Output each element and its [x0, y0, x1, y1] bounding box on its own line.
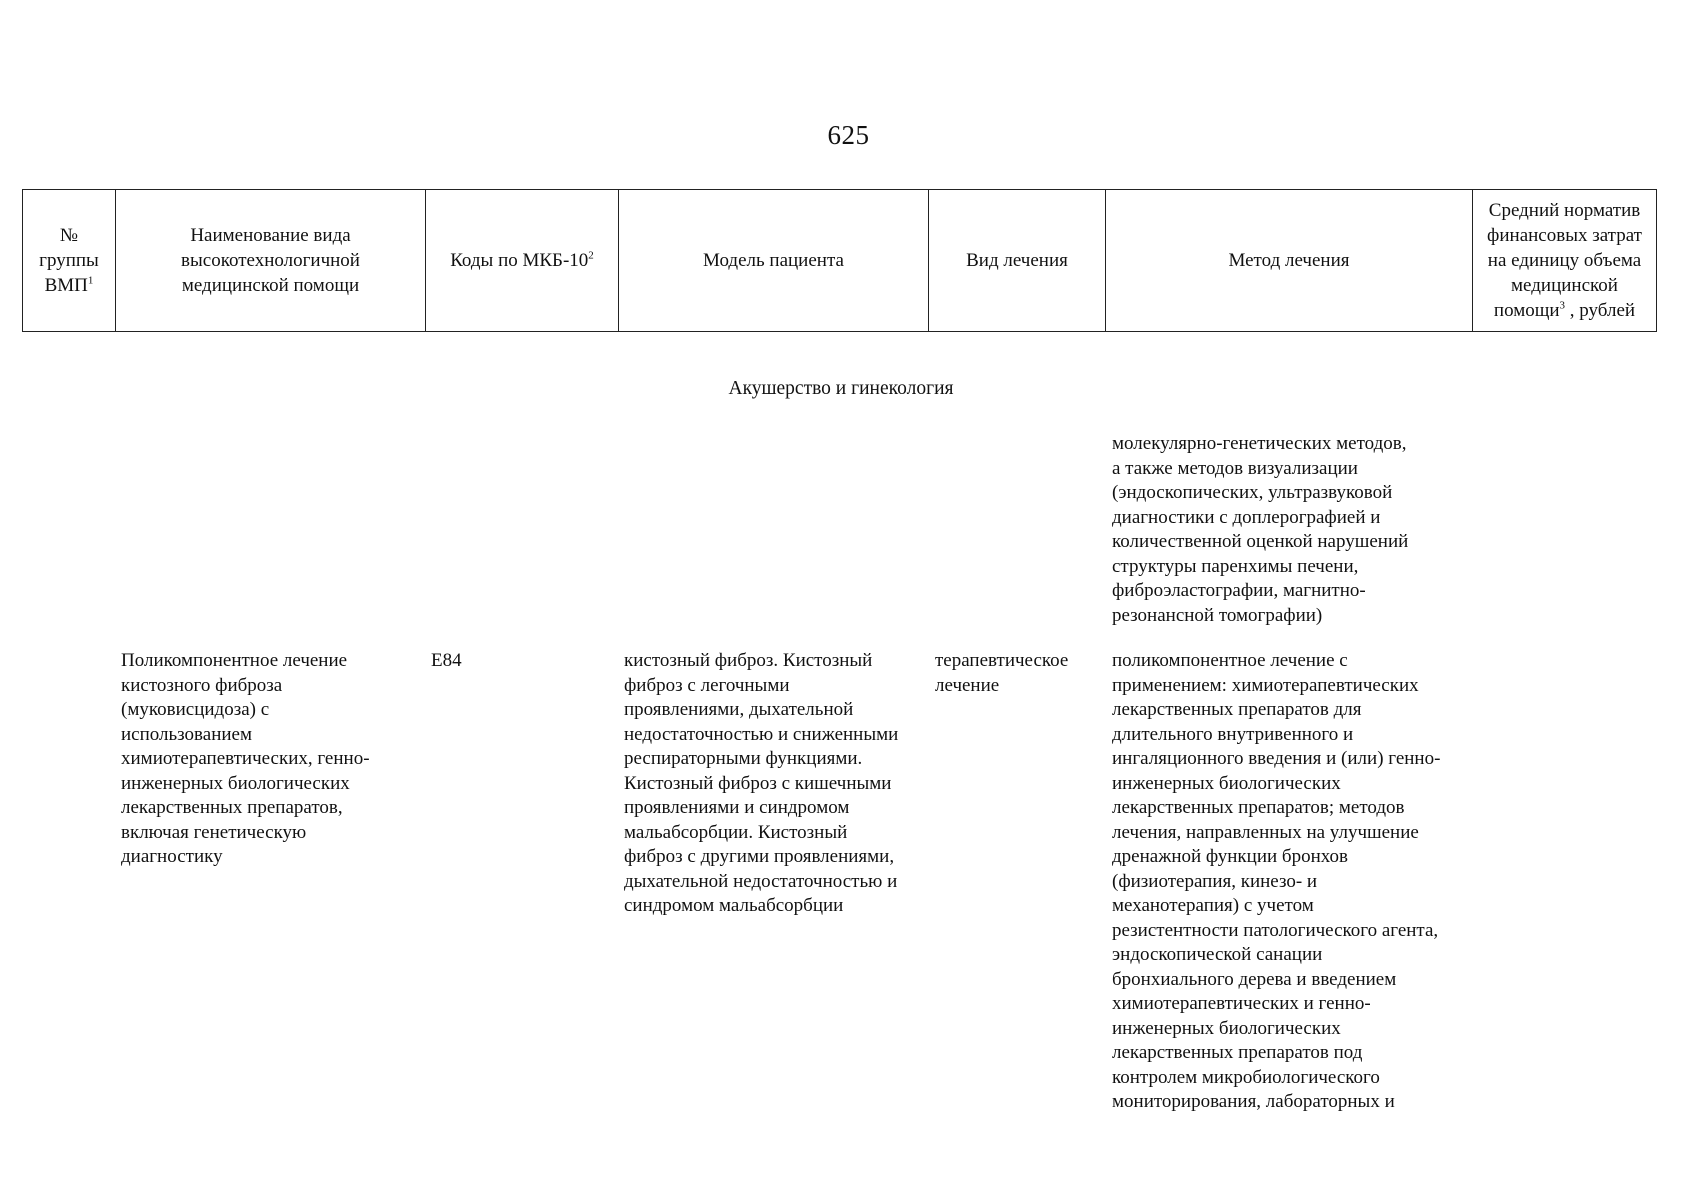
table-header — [22, 189, 1657, 332]
header-icd-codes: Коды по МКБ-$10^2$ — [426, 190, 619, 332]
continuation-method-cell: молекулярно-генетических методов, а также методов визуализации (эндоскопических, ультразвуковой диагностики с доплерографией и количественной оценкой нарушений структуры паренхимы печени, фиброэластографии, магнитно- резонансной томографии) — [1112, 433, 1409, 626]
page-number: 625 — [827, 120, 870, 150]
treatment-method-cell: поликомпонентное лечение с применением: химиотерапевтических лекарственных препаратов для длительного внутривенного и ингаляционного введения и (или) генно- инженерных биологических лекарственных препаратов; методов лечения, направленных на улучшение дренажной функции бронхов (физиотерапия, кинезо- и механотерапия) с учетом резистентности патологического агента, эндоскопической санации бронхиального дерева и введением химиотерапевтических и генно- инженерных биологических лекарственных препаратов под контролем микробиологического мониторирования, лабораторных и — [1112, 650, 1441, 1112]
icd-code-cell: E84 — [431, 650, 462, 671]
header-average-cost: Средний норматив финансовых затрат на единицу объема медицинской помощи$^3$ , рублей — [1473, 190, 1657, 332]
header-treatment-type: Вид лечения — [929, 190, 1106, 332]
header-group-number: № группы ВМП$^1$ — [23, 190, 116, 332]
treatment-type-cell: терапевтическое лечение — [935, 650, 1069, 696]
patient-model-cell: кистозный фиброз. Кистозный фиброз с легочными проявлениями, дыхательной недостаточностью и сниженными респираторными функциями. Кистозный фиброз с кишечными проявлениями и синдромом мальабсорбции. Кистозный фиброз с другими проявлениями, дыхательной недостаточностью и синдромом мальабсорбции — [624, 650, 899, 916]
care-type-name-cell: Поликомпонентное лечение кистозного фиброза (муковисцидоза) с использованием химиотерапевтических, генно- инженерных биологических лекарственных препаратов, включая генетическую диагностику — [121, 650, 370, 867]
footnote-2: 2 — [588, 249, 594, 262]
header-treatment-method: Метод лечения — [1106, 190, 1473, 332]
footnote-1: 1 — [87, 274, 94, 287]
header-patient-model: Модель пациента — [619, 190, 929, 332]
section-title: Акушерство и гинекология — [728, 378, 954, 399]
header-care-type-name: Наименование вида высокотехнологичной медицинской помощи — [116, 190, 426, 332]
footnote-3: 3 — [1559, 299, 1566, 312]
